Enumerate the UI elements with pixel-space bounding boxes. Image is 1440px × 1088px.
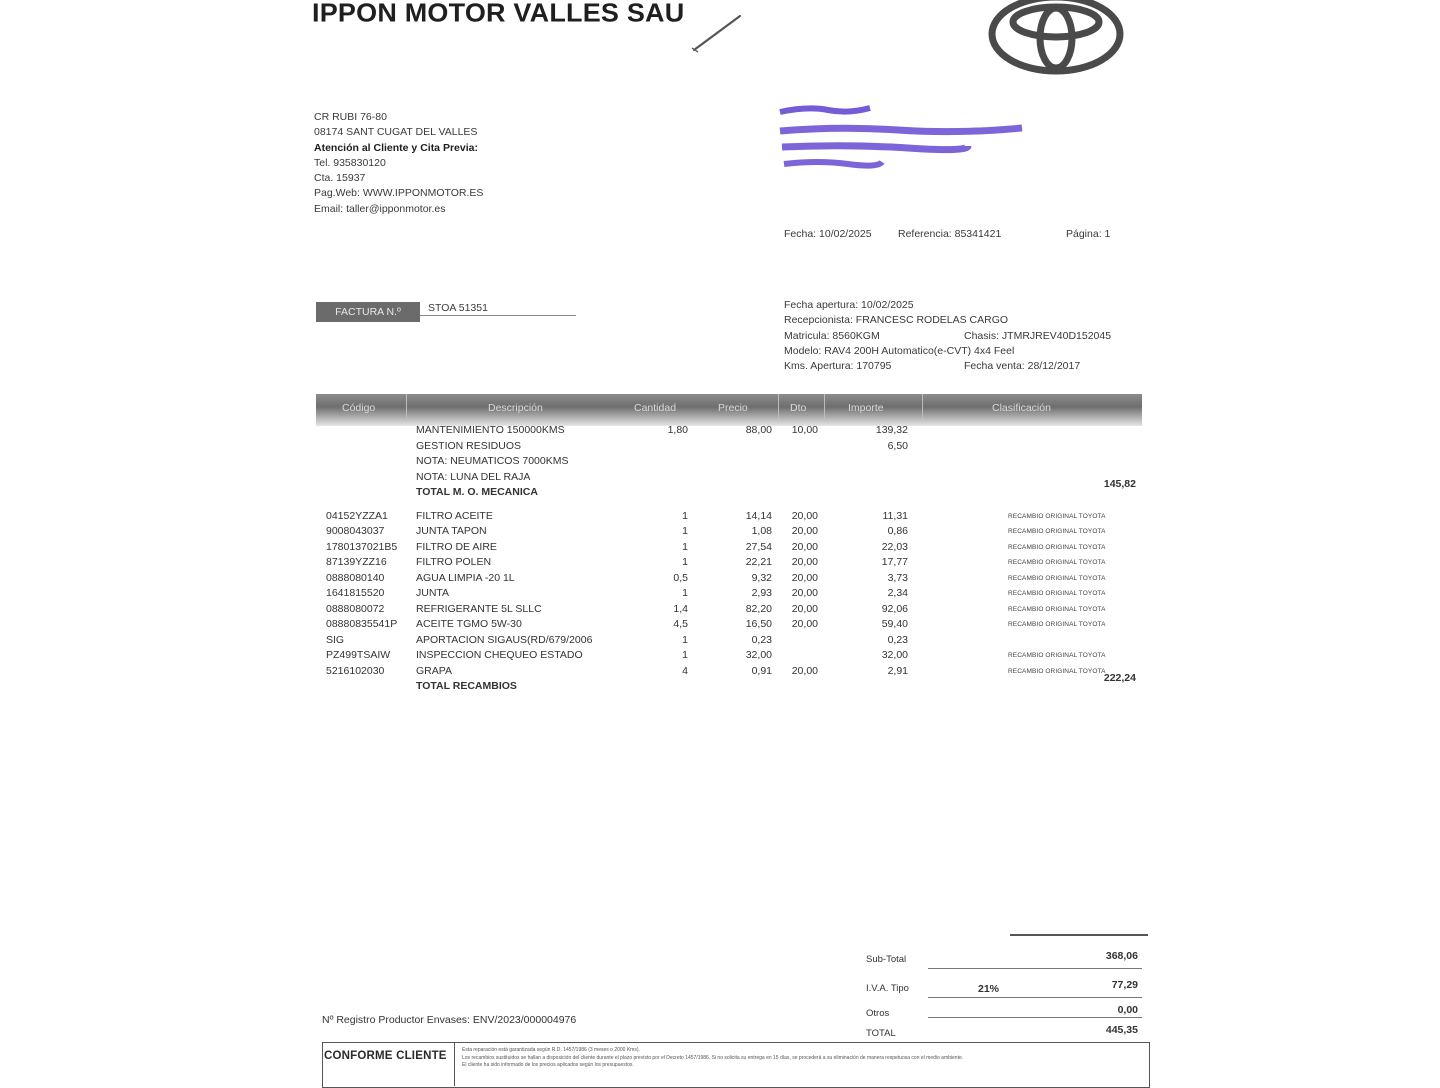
part-row [316, 510, 1146, 526]
line-discount: 20,00 [791, 525, 818, 537]
subtotal-label: Sub-Total [866, 954, 907, 965]
line-price: 14,14 [745, 509, 772, 522]
header-importe: Importe [848, 402, 884, 414]
iva-percent: 21% [978, 983, 1000, 995]
line-code: 9008043037 [326, 525, 385, 537]
part-row [316, 649, 1146, 665]
line-quantity: 1 [682, 525, 688, 537]
cta-number: Cta. 15937 [314, 172, 366, 185]
line-price: 88,00 [745, 424, 772, 436]
line-description: INSPECCION CHEQUEO ESTADO [416, 649, 583, 661]
subtotal-value: 368,06 [1105, 950, 1138, 962]
line-description: FILTRO ACEITE [416, 509, 493, 522]
labor-row [316, 471, 1146, 487]
line-price: 2,93 [751, 587, 772, 599]
line-price: 16,50 [745, 618, 772, 630]
email: Email: taller@ipponmotor.es [314, 202, 446, 215]
iva-label: I.V.A. Tipo [866, 983, 909, 994]
line-code: 1780137021B5 [326, 540, 398, 553]
line-discount: 20,00 [791, 556, 818, 568]
labor-row [316, 455, 1146, 471]
header-divider [406, 394, 407, 420]
iva-value: 77,29 [1111, 979, 1138, 991]
line-amount: 2,91 [887, 664, 908, 677]
part-row [316, 603, 1146, 619]
legal-line: El cliente ha sido informado de los precios aplicados según los presupuestos. [462, 1062, 634, 1068]
chassis-number: Chasis: JTMRJREV40D152045 [964, 329, 1112, 342]
part-row [316, 541, 1146, 557]
address-city: 08174 SANT CUGAT DEL VALLES [314, 126, 478, 139]
line-description: REFRIGERANTE 5L SLLC [416, 602, 542, 615]
otros-underline [928, 1017, 1142, 1018]
totals-rule [1010, 934, 1148, 936]
line-discount: 20,00 [791, 602, 818, 615]
line-amount: 0,23 [887, 633, 908, 646]
invoice-lines [316, 424, 1146, 696]
line-price: 9,32 [751, 571, 772, 584]
sale-date: Fecha venta: 28/12/2017 [964, 360, 1081, 373]
legal-line: Los recambios sustituidos se hallan a disposición del cliente durante el plazo previsto por el Decreto 1457/1986. Si no solicita su entrega en 15 días, se procederá a su eliminación de manera respetuosa con el medio ambiente. [462, 1054, 964, 1061]
total-label: TOTAL [866, 1028, 896, 1039]
parts-total-label: TOTAL RECAMBIOS [416, 680, 517, 692]
line-description: FILTRO POLEN [416, 556, 492, 568]
subtotal-underline [928, 968, 1142, 969]
labor-total-row [316, 478, 1146, 502]
iva-row [866, 979, 1146, 1004]
line-amount: 2,34 [887, 587, 908, 599]
line-price: 1,08 [751, 525, 772, 537]
otros-row [866, 1004, 1146, 1024]
part-row [316, 572, 1146, 588]
pen-stroke-mark [690, 12, 750, 56]
page-number: Página: 1 [1066, 228, 1111, 240]
header-clasificacion: Clasificación [992, 402, 1051, 414]
line-discount: 20,00 [791, 509, 818, 522]
part-row [316, 634, 1146, 650]
opening-date: Fecha apertura: 10/02/2025 [784, 299, 914, 311]
line-code: 1641815520 [326, 587, 385, 599]
line-price: 22,21 [745, 556, 772, 568]
invoice-label: FACTURA N.º [316, 302, 420, 322]
part-row [316, 525, 1146, 541]
line-description: NOTA: NEUMATICOS 7000KMS [416, 455, 569, 467]
line-description: MANTENIMIENTO 150000KMS [416, 424, 565, 436]
line-price: 0,91 [751, 664, 772, 677]
line-amount: 32,00 [881, 649, 908, 661]
parts-total-row [316, 672, 1146, 696]
header-divider [824, 394, 825, 420]
table-header [316, 394, 1142, 426]
part-row [316, 665, 1146, 681]
line-description: JUNTA TAPON [416, 525, 487, 537]
line-quantity: 0,5 [673, 571, 688, 584]
line-quantity: 1 [682, 540, 688, 553]
line-amount: 0,86 [887, 525, 908, 537]
subtotal-row [866, 950, 1146, 975]
line-discount: 20,00 [791, 540, 818, 553]
labor-total-value: 145,82 [1103, 478, 1136, 490]
header-dto: Dto [790, 402, 807, 414]
line-description: ACEITE TGMO 5W-30 [416, 618, 522, 630]
document-date: Fecha: 10/02/2025 [784, 228, 872, 240]
packaging-registry: Nº Registro Productor Envases: ENV/2023/000004976 [322, 1014, 577, 1026]
header-divider [778, 394, 779, 420]
line-classification: RECAMBIO ORIGINAL TOYOTA [1008, 512, 1106, 520]
line-description: APORTACION SIGAUS(RD/679/2006 [416, 633, 593, 646]
document-meta [784, 228, 1124, 244]
labor-total-label: TOTAL M. O. MECANICA [416, 486, 538, 498]
labor-row [316, 424, 1146, 440]
line-amount: 139,32 [875, 424, 908, 436]
part-row [316, 556, 1146, 572]
line-quantity: 1,4 [673, 602, 688, 615]
document-reference: Referencia: 85341421 [898, 228, 1002, 240]
line-quantity: 1 [682, 649, 688, 661]
invoice-number: STOA 51351 [428, 302, 488, 314]
otros-label: Otros [866, 1008, 890, 1019]
line-classification: RECAMBIO ORIGINAL TOYOTA [1008, 652, 1106, 659]
line-quantity: 1 [682, 633, 688, 646]
legal-line: Esta reparación está garantizada según R.D. 1457/1986 (3 meses o 2000 Kms). [462, 1047, 640, 1053]
line-price: 27,54 [745, 540, 772, 553]
line-quantity: 1 [682, 509, 688, 522]
line-code: SIG [326, 633, 345, 646]
line-classification: RECAMBIO ORIGINAL TOYOTA [1008, 528, 1106, 535]
line-classification: RECAMBIO ORIGINAL TOYOTA [1008, 574, 1106, 582]
line-quantity: 4 [682, 664, 688, 677]
line-classification: RECAMBIO ORIGINAL TOYOTA [1008, 605, 1106, 613]
line-discount: 20,00 [791, 664, 818, 677]
line-amount: 17,77 [881, 556, 908, 568]
header-divider [922, 394, 923, 420]
spacer [316, 502, 1146, 510]
line-amount: 11,31 [882, 509, 908, 522]
line-code: PZ499TSAIW [326, 649, 391, 661]
totals-block [866, 950, 1146, 1049]
header-descripcion: Descripción [488, 402, 543, 414]
line-classification: RECAMBIO ORIGINAL TOYOTA [1008, 559, 1106, 566]
phone: Tel. 935830120 [314, 156, 386, 169]
line-price: 0,23 [751, 633, 772, 646]
service-title: Atención al Cliente y Cita Previa: [314, 141, 478, 154]
line-quantity: 1 [682, 587, 688, 599]
line-classification: RECAMBIO ORIGINAL TOYOTA [1008, 543, 1106, 551]
legal-notice [462, 1047, 1142, 1070]
company-address [314, 110, 483, 217]
line-quantity: 1 [682, 556, 688, 568]
line-discount: 20,00 [791, 571, 818, 584]
line-price: 82,20 [745, 602, 772, 615]
line-classification: RECAMBIO ORIGINAL TOYOTA [1008, 621, 1106, 628]
header-codigo: Código [342, 402, 376, 414]
part-row [316, 618, 1146, 634]
line-discount: 20,00 [791, 587, 818, 599]
iva-underline [928, 997, 1142, 998]
customer-approval-label: CONFORME CLIENTE [324, 1050, 447, 1062]
line-amount: 59,40 [881, 618, 908, 630]
line-amount: 6,50 [887, 439, 908, 452]
line-description: NOTA: LUNA DEL RAJA [416, 470, 531, 483]
line-code: 87139YZZ16 [326, 556, 387, 568]
line-code: 08880835541P [326, 618, 398, 630]
receptionist: Recepcionista: FRANCESC RODELAS CARGO [784, 314, 1009, 327]
total-value: 445,35 [1105, 1024, 1138, 1036]
line-code: 0888080072 [326, 602, 385, 615]
approval-divider [454, 1042, 455, 1086]
line-amount: 22,03 [881, 540, 908, 553]
line-amount: 3,73 [887, 571, 908, 584]
line-code: 04152YZZA1 [326, 509, 388, 522]
toyota-logo-icon [984, 0, 1128, 84]
line-quantity: 4,5 [673, 618, 688, 630]
vehicle-model: Modelo: RAV4 200H Automatico(e-CVT) 4x4 Feel [784, 344, 1015, 357]
line-description: FILTRO DE AIRE [416, 540, 497, 553]
line-description: JUNTA [416, 587, 450, 599]
vehicle-info [784, 298, 1144, 374]
mileage: Kms. Apertura: 170795 [784, 360, 892, 373]
line-classification: RECAMBIO ORIGINAL TOYOTA [1008, 667, 1106, 675]
line-amount: 92,06 [881, 602, 908, 615]
license-plate: Matricula: 8560KGM [784, 329, 880, 342]
line-classification: RECAMBIO ORIGINAL TOYOTA [1008, 590, 1106, 597]
company-name: IPPON MOTOR VALLES SAU [312, 0, 685, 28]
line-discount: 20,00 [791, 618, 818, 630]
line-description: AGUA LIMPIA -20 1L [416, 571, 515, 584]
website: Pag.Web: WWW.IPPONMOTOR.ES [314, 187, 484, 200]
labor-row [316, 440, 1146, 456]
line-code: 0888080140 [326, 571, 385, 584]
parts-total-value: 222,24 [1103, 672, 1136, 684]
line-description: GESTION RESIDUOS [416, 439, 522, 452]
invoice-underline [420, 315, 576, 316]
line-quantity: 1,80 [667, 424, 688, 436]
line-price: 32,00 [745, 649, 772, 661]
line-description: GRAPA [416, 664, 452, 677]
header-cantidad: Cantidad [634, 402, 677, 414]
header-precio: Precio [718, 402, 748, 414]
otros-value: 0,00 [1117, 1004, 1138, 1016]
part-row [316, 587, 1146, 603]
line-code: 5216102030 [326, 664, 385, 677]
redacted-customer-block [778, 100, 1038, 180]
line-discount: 10,00 [791, 424, 818, 436]
address-line: CR RUBI 76-80 [314, 111, 387, 123]
